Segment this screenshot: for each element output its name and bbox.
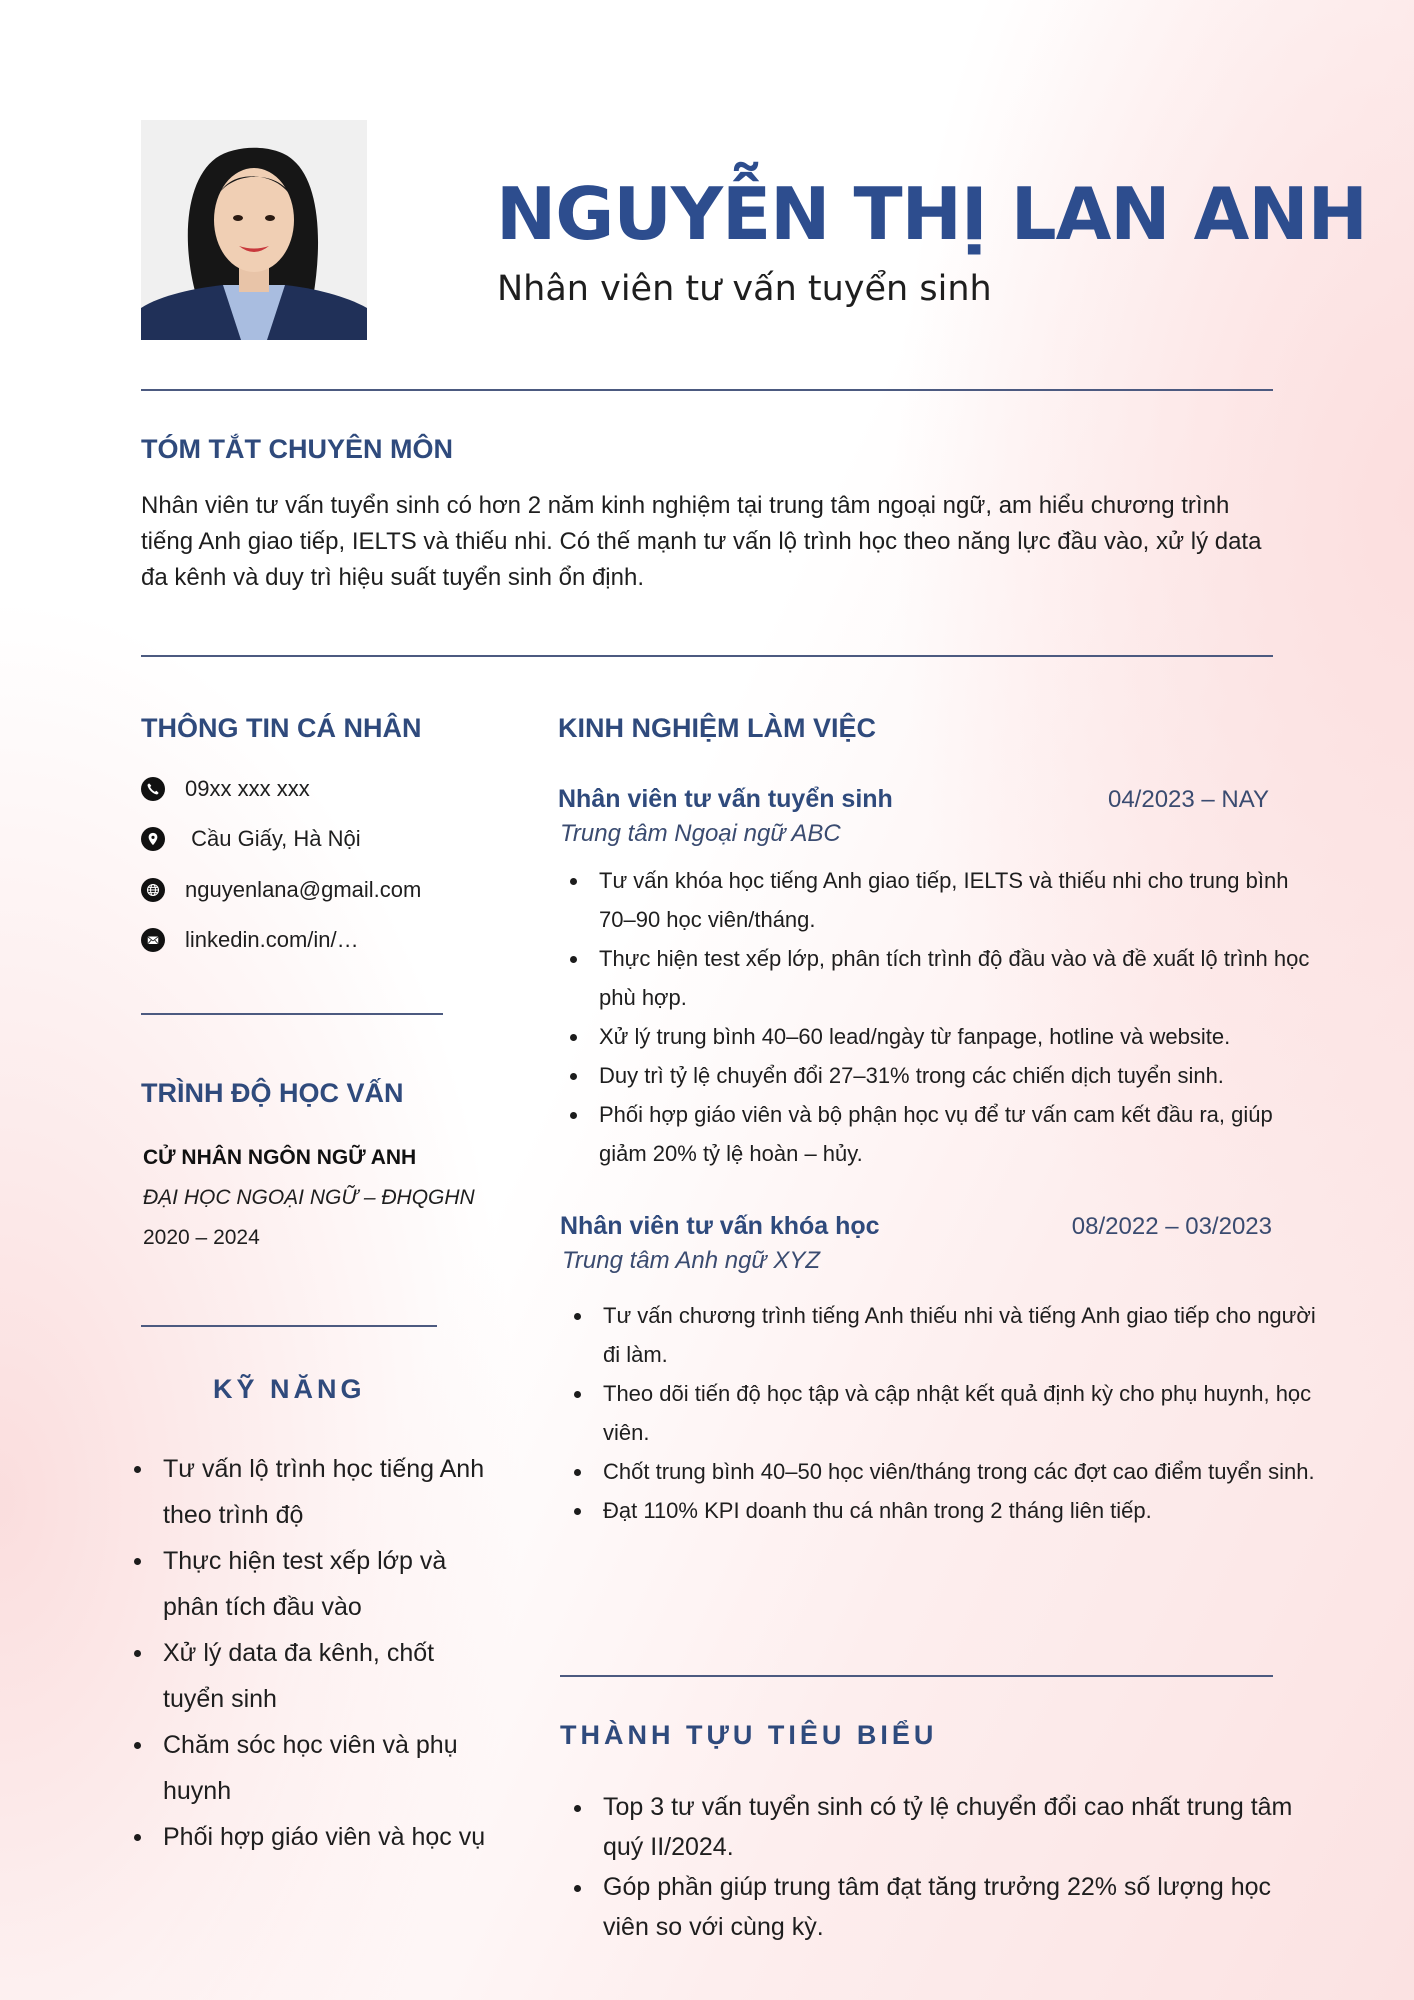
skills-heading: KỸ NĂNG	[213, 1374, 366, 1404]
job-1-company: Trung tâm Ngoại ngữ ABC	[560, 820, 841, 847]
job-2-title: Nhân viên tư vấn khóa học	[560, 1212, 880, 1240]
contact-linkedin	[141, 925, 471, 955]
job-2-bullets	[570, 1296, 1320, 1530]
education-degree: CỬ NHÂN NGÔN NGỮ ANH	[143, 1146, 417, 1169]
job-1-bullets	[566, 861, 1316, 1173]
divider	[141, 655, 1273, 657]
job-bullet: Duy trì tỷ lệ chuyển đổi 27–31% trong các chiến dịch tuyển sinh.	[566, 1056, 1316, 1095]
experience-heading: KINH NGHIỆM LÀM VIỆC	[558, 713, 877, 743]
job-1-title: Nhân viên tư vấn tuyển sinh	[558, 785, 893, 813]
globe-icon	[141, 878, 165, 902]
job-bullet: Phối hợp giáo viên và bộ phận học vụ để tư vấn cam kết đầu ra, giúp giảm 20% tỷ lệ hoàn – hủy.	[566, 1095, 1316, 1173]
contact-address	[141, 824, 471, 854]
summary-heading: TÓM TẮT CHUYÊN MÔN	[141, 434, 453, 464]
divider	[141, 1013, 443, 1015]
skills-list	[130, 1446, 490, 1860]
achievement-item: Góp phần giúp trung tâm đạt tăng trưởng 22% số lượng học viên so với cùng kỳ.	[570, 1867, 1310, 1947]
job-title: Nhân viên tư vấn tuyển sinh	[497, 269, 992, 309]
skill-item: Chăm sóc học viên và phụ huynh	[130, 1722, 490, 1814]
education-school: ĐẠI HỌC NGOẠI NGỮ – ĐHQGHN	[143, 1186, 475, 1209]
education-years: 2020 – 2024	[143, 1226, 260, 1249]
job-bullet: Chốt trung bình 40–50 học viên/tháng trong các đợt cao điểm tuyển sinh.	[570, 1452, 1320, 1491]
candidate-name: NGUYỄN THỊ LAN ANH	[496, 172, 1367, 256]
job-bullet: Tư vấn khóa học tiếng Anh giao tiếp, IELTS và thiếu nhi cho trung bình 70–90 học viên/tháng.	[566, 861, 1316, 939]
job-bullet: Theo dõi tiến độ học tập và cập nhật kết quả định kỳ cho phụ huynh, học viên.	[570, 1374, 1320, 1452]
job-bullet: Đạt 110% KPI doanh thu cá nhân trong 2 tháng liên tiếp.	[570, 1491, 1320, 1530]
skill-item: Xử lý data đa kênh, chốt tuyển sinh	[130, 1630, 490, 1722]
location-pin-icon	[141, 827, 165, 851]
profile-photo	[141, 120, 367, 340]
address-value: Cầu Giấy, Hà Nội	[185, 826, 361, 851]
contact-email	[141, 875, 471, 905]
job-2-date: 08/2022 – 03/2023	[1071, 1213, 1272, 1240]
skill-item: Thực hiện test xếp lớp và phân tích đầu vào	[130, 1538, 490, 1630]
skill-item: Phối hợp giáo viên và học vụ	[130, 1814, 490, 1860]
divider	[560, 1675, 1273, 1677]
phone-value: 09xx xxx xxx	[185, 776, 310, 801]
education-heading: TRÌNH ĐỘ HỌC VẤN	[141, 1078, 404, 1108]
personal-info-heading: THÔNG TIN CÁ NHÂN	[141, 713, 422, 743]
achievements-heading: THÀNH TỰU TIÊU BIỂU	[560, 1720, 938, 1750]
contact-phone	[141, 774, 471, 804]
achievement-item: Top 3 tư vấn tuyển sinh có tỷ lệ chuyển đổi cao nhất trung tâm quý II/2024.	[570, 1787, 1310, 1867]
skill-item: Tư vấn lộ trình học tiếng Anh theo trình độ	[130, 1446, 490, 1538]
envelope-icon	[141, 928, 165, 952]
job-bullet: Tư vấn chương trình tiếng Anh thiếu nhi và tiếng Anh giao tiếp cho người đi làm.	[570, 1296, 1320, 1374]
phone-icon	[141, 777, 165, 801]
achievements-list	[570, 1787, 1310, 1947]
job-1-date: 04/2023 – NAY	[1107, 786, 1269, 813]
linkedin-value[interactable]: linkedin.com/in/…	[185, 927, 359, 952]
email-value[interactable]: nguyenlana@gmail.com	[185, 877, 422, 902]
portrait-image	[141, 120, 367, 340]
job-2-company: Trung tâm Anh ngữ XYZ	[562, 1247, 820, 1274]
job-bullet: Xử lý trung bình 40–60 lead/ngày từ fanpage, hotline và website.	[566, 1017, 1316, 1056]
summary-text: Nhân viên tư vấn tuyển sinh có hơn 2 năm kinh nghiệm tại trung tâm ngoại ngữ, am hiểu chương trình tiếng Anh giao tiếp, IELTS và thiếu nhi. Có thế mạnh tư vấn lộ trình học theo năng lực đầu vào, xử lý data đa kênh và duy trì hiệu suất tuyển sinh ổn định.	[141, 492, 1262, 591]
divider	[141, 1325, 437, 1327]
job-bullet: Thực hiện test xếp lớp, phân tích trình độ đầu vào và đề xuất lộ trình học phù hợp.	[566, 939, 1316, 1017]
divider	[141, 389, 1273, 391]
